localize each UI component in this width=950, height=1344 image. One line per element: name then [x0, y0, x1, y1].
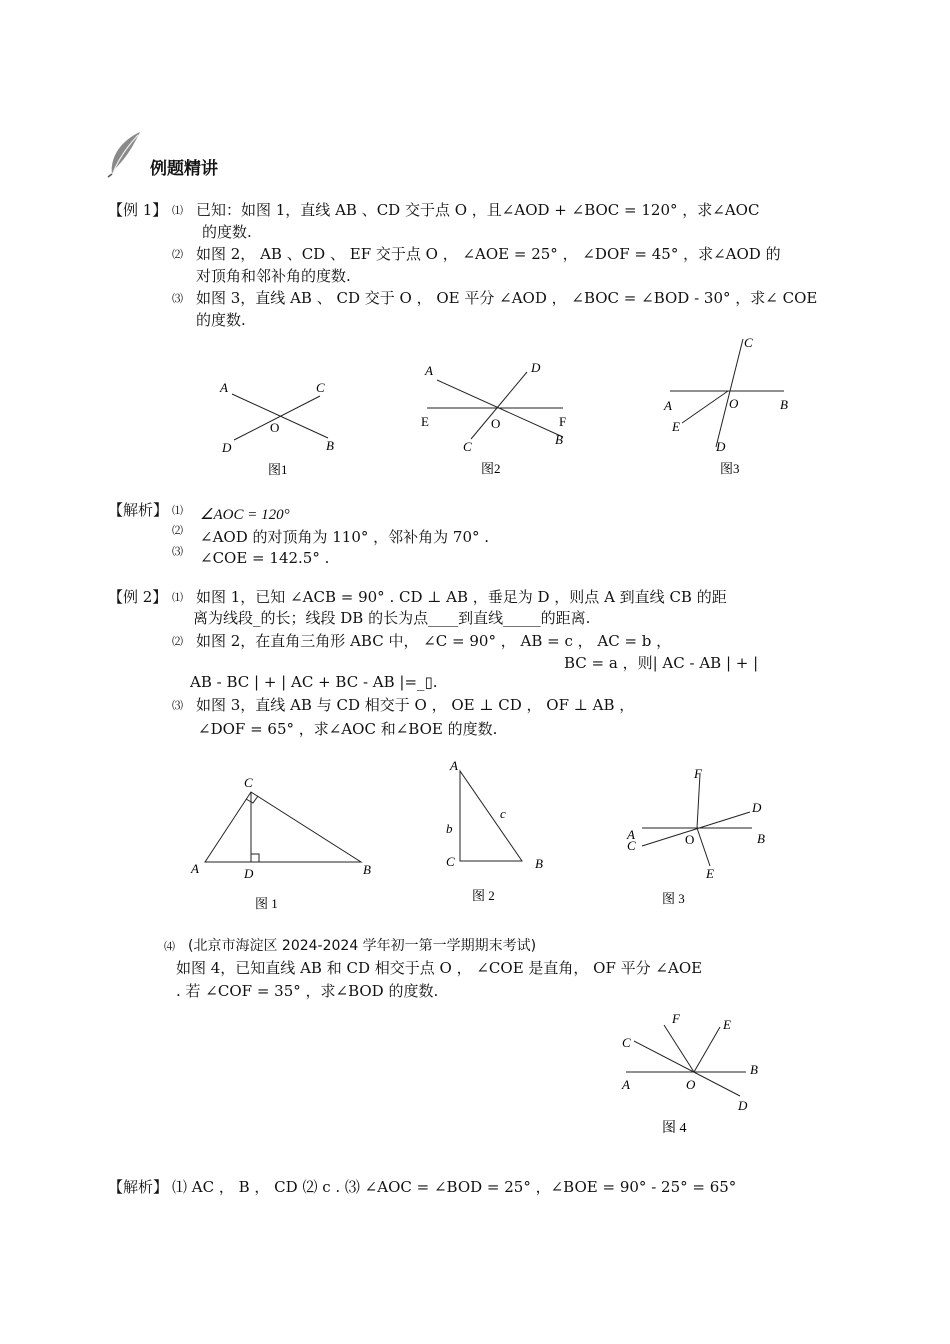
- ex1-p2-number: ⑵: [172, 248, 183, 261]
- ex1-p2-line2: 对顶角和邻补角的度数.: [196, 267, 351, 285]
- ex1-p1-line2: 的度数.: [202, 223, 252, 241]
- fig1-label-a: A: [220, 380, 228, 395]
- e2f4-label-d: D: [738, 1098, 748, 1113]
- ex1-p3-number: ⑶: [172, 292, 183, 305]
- fig3-label-b: B: [780, 397, 788, 412]
- ex2-p4-source: (北京市海淀区 2024-2024 学年初一第一学期期末考试): [188, 938, 537, 954]
- ex2-p3-line2: ∠DOF = 65° ，求∠AOC 和∠BOE 的度数.: [198, 720, 498, 738]
- sol1-tag: 【解析】: [108, 501, 169, 519]
- e2f2-label-c-side: c: [500, 806, 506, 821]
- ex1-figure-1: [210, 370, 350, 480]
- e2f2-triangle: [460, 771, 522, 861]
- e2f2-label-b-side: b: [446, 821, 453, 836]
- fig1-label-d: D: [222, 440, 232, 455]
- ex2-figure-4: [612, 1005, 772, 1140]
- ex2-tag: 【例 2】: [108, 588, 168, 606]
- e2f4-label-b: B: [750, 1062, 758, 1077]
- ex1-p1-line1: 已知：如图 1，直线 AB 、CD 交于点 O ，且∠AOD + ∠BOC = 120° ，求∠AOC: [196, 201, 760, 219]
- e2f1-triangle: [205, 792, 361, 862]
- ex1-p2-line1: 如图 2， AB 、CD 、 EF 交于点 O ， ∠AOE = 25° ， ∠DOF = 45° ，求∠AOD 的: [196, 245, 781, 263]
- e2f4-label-o: O: [686, 1077, 696, 1092]
- ex2-p1-number: ⑴: [172, 591, 183, 604]
- ex1-p3-line1: 如图 3，直线 AB 、 CD 交于 O ， OE 平分 ∠AOD ， ∠BOC = ∠BOD - 30° ，求∠ COE: [196, 289, 818, 307]
- e2f4-label-a: A: [622, 1077, 630, 1092]
- ex2-p2-line1: 如图 2，在直角三角形 ABC 中， ∠C = 90° ， AB = c ， AC = b ，: [196, 632, 672, 650]
- sol1-a1: ∠AOC = 120°: [200, 507, 290, 523]
- e2f2-caption: 图 2: [472, 888, 495, 903]
- e2f3-label-d: D: [752, 800, 762, 815]
- e2f4-ray-oe: [694, 1027, 720, 1072]
- fig2-label-o: O: [491, 416, 501, 431]
- e2f1-label-a: A: [191, 861, 199, 876]
- section-title: 例题精讲: [150, 159, 218, 179]
- sol2-text: ⑴ AC ， B ， CD ⑵ c . ⑶ ∠AOC = ∠BOD = 25° ，∠BOE = 90° - 25° = 65°: [172, 1178, 737, 1196]
- e2f1-label-c: C: [244, 775, 253, 790]
- e2f3-label-c: C: [627, 838, 636, 853]
- ex2-p3-number: ⑶: [172, 699, 183, 712]
- e2f3-line-cd: [642, 812, 750, 846]
- fig1-label-b: B: [326, 438, 334, 453]
- fig3-ray-oe: [682, 391, 728, 423]
- fig2-label-a: A: [425, 363, 433, 378]
- e2f4-label-e: E: [723, 1017, 731, 1032]
- e2f3-label-b: B: [757, 831, 765, 846]
- fig2-label-d: D: [531, 360, 541, 375]
- e2f3-label-a: A: [627, 827, 635, 842]
- ex2-p1-line1: 如图 1，已知 ∠ACB = 90° . CD ⊥ AB ，垂足为 D ，则点 A 到直线 CB 的距: [196, 588, 727, 606]
- fig2-label-f: F: [559, 414, 567, 429]
- e2f3-label-o: O: [685, 832, 695, 847]
- sol1-a2: ∠AOD 的对顶角为 110° ，邻补角为 70° .: [200, 528, 490, 546]
- sol1-n3: ⑶: [172, 545, 183, 558]
- sol2-tag: 【解析】: [108, 1178, 169, 1196]
- ex1-figure-2: [415, 355, 585, 480]
- e2f1-label-b: B: [363, 862, 371, 877]
- e2f3-ray-of: [697, 774, 700, 828]
- e2f2-label-a: A: [450, 758, 458, 773]
- fig1-label-o: O: [270, 420, 280, 435]
- e2f4-label-c: C: [622, 1035, 631, 1050]
- ex2-p2-line2: BC = a ，则| AC - AB | + |: [564, 654, 759, 672]
- feather-pen-icon: [104, 128, 144, 178]
- fig3-label-e: E: [672, 419, 680, 434]
- ex2-p3-line1: 如图 3，直线 AB 与 CD 相交于 O ， OE ⊥ CD ， OF ⊥ AB ，: [196, 696, 635, 714]
- e2f3-caption: 图 3: [662, 891, 685, 906]
- e2f4-label-f: F: [672, 1011, 680, 1026]
- e2f4-caption: 图 4: [662, 1121, 687, 1136]
- sol1-n2: ⑵: [172, 524, 183, 537]
- ex2-figure-2: [438, 755, 558, 905]
- e2f1-label-d: D: [244, 866, 254, 881]
- fig3-caption: 图3: [720, 461, 740, 476]
- fig3-label-o: O: [729, 396, 739, 411]
- ex2-p4-line2: . 若 ∠COF = 35° ，求∠BOD 的度数.: [176, 982, 439, 1000]
- ex2-p4-number: ⑷: [164, 940, 175, 953]
- ex2-figure-1: [185, 770, 385, 915]
- fig2-label-b: B: [555, 432, 563, 447]
- ex2-figure-3: [620, 762, 780, 912]
- e2f2-label-c: C: [446, 854, 455, 869]
- ex2-p4-line1: 如图 4，已知直线 AB 和 CD 相交于点 O ， ∠COE 是直角， OF 平分 ∠AOE: [176, 959, 703, 977]
- ex2-p1-line2: 离为线段_的长；线段 DB 的长为点____到直线_____的距离.: [193, 609, 591, 627]
- sol1-n1: ⑴: [172, 504, 183, 517]
- ex1-figure-3: [660, 333, 800, 478]
- fig2-caption: 图2: [481, 461, 501, 476]
- e2f4-ray-of: [664, 1025, 694, 1072]
- e2f3-label-f: F: [694, 766, 702, 781]
- e2f2-label-b: B: [535, 856, 543, 871]
- ex1-tag: 【例 1】: [108, 201, 168, 219]
- e2f3-label-e: E: [706, 866, 714, 881]
- ex2-p2-line3: AB - BC | + | AC + BC - AB |=_▯.: [190, 673, 438, 691]
- fig1-caption: 图1: [268, 462, 288, 477]
- fig3-line-cd: [716, 339, 743, 447]
- ex1-p1-number: ⑴: [172, 204, 183, 217]
- fig2-label-e: E: [421, 414, 429, 429]
- e2f3-ray-oe: [697, 828, 710, 866]
- fig1-label-c: C: [316, 380, 325, 395]
- ex1-p3-line2: 的度数.: [196, 311, 246, 329]
- fig2-label-c: C: [463, 439, 472, 454]
- ex2-p2-number: ⑵: [172, 635, 183, 648]
- e2f1-right-angle-d: [251, 854, 259, 862]
- fig3-label-d: D: [716, 439, 726, 454]
- fig3-label-a: A: [664, 398, 672, 413]
- sol1-a3: ∠COE = 142.5° .: [200, 549, 330, 567]
- fig3-label-c: C: [744, 335, 753, 350]
- e2f1-caption: 图 1: [255, 896, 278, 911]
